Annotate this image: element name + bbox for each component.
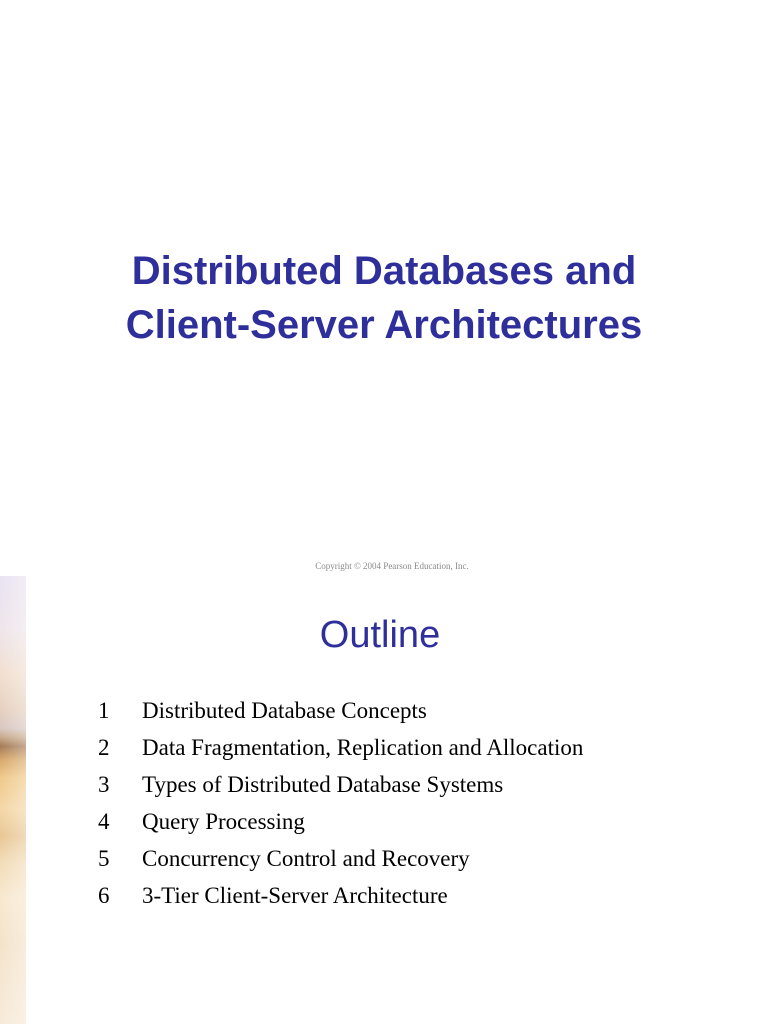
list-item-text: Types of Distributed Database Systems <box>142 772 504 797</box>
list-item-number: 3 <box>98 772 110 797</box>
outline-title: Outline <box>319 614 441 656</box>
list-item-number: 6 <box>98 883 110 908</box>
list-item-text: Concurrency Control and Recovery <box>142 846 470 871</box>
copyright-notice: Copyright © 2004 Pearson Education, Inc. <box>315 561 469 571</box>
list-item <box>0 883 768 920</box>
list-item-number: 1 <box>98 698 110 723</box>
list-item-number: 2 <box>98 735 110 760</box>
outline-slide <box>0 576 768 1024</box>
list-item <box>0 698 768 735</box>
list-item-number: 4 <box>98 809 110 834</box>
list-item <box>0 846 768 883</box>
slide-title-line-1: Distributed Databases and <box>131 249 637 293</box>
list-item <box>0 735 768 772</box>
list-item <box>0 772 768 809</box>
list-item-text: Distributed Database Concepts <box>142 698 427 723</box>
slide-title <box>0 244 768 352</box>
slide-title-line-2: Client-Server Architectures <box>125 303 643 347</box>
list-item-number: 5 <box>98 846 110 871</box>
list-item-text: 3-Tier Client-Server Architecture <box>142 883 448 908</box>
list-item <box>0 809 768 846</box>
outline-list <box>0 698 768 920</box>
list-item-text: Query Processing <box>142 809 305 834</box>
list-item-text: Data Fragmentation, Replication and Allocation <box>142 735 584 760</box>
